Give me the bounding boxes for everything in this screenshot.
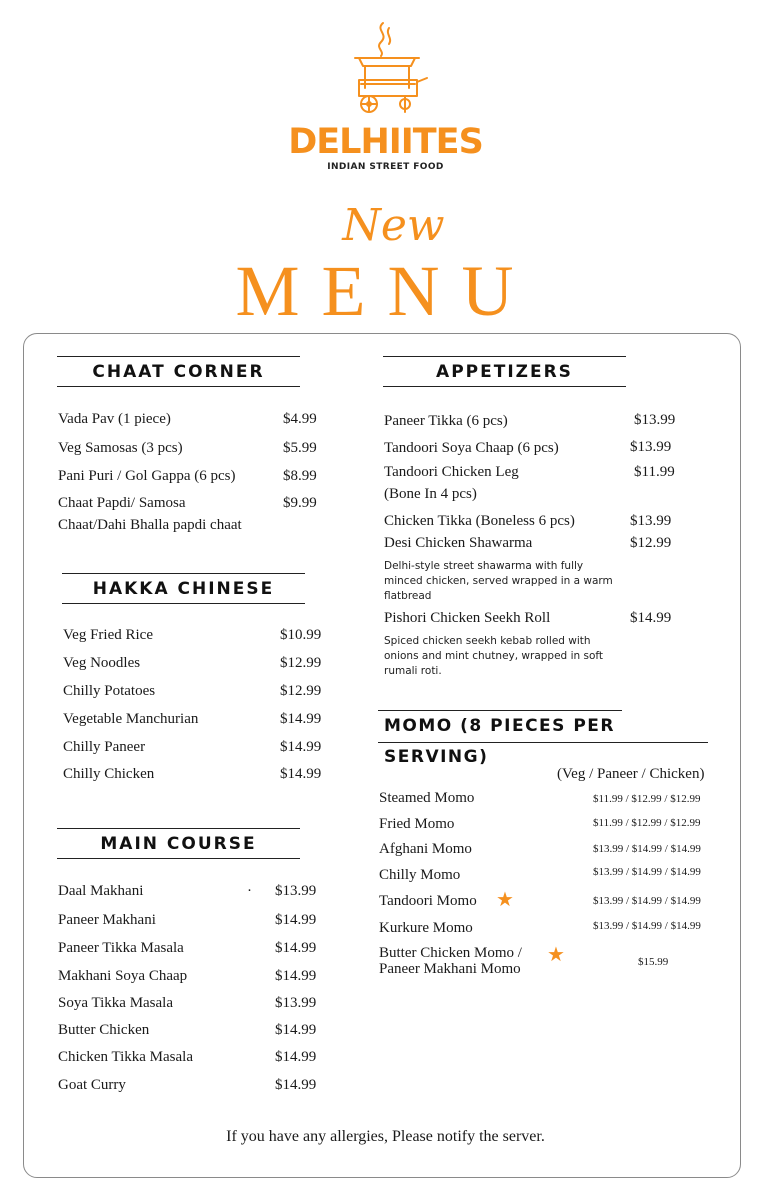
menu-item-name: Vada Pav (1 piece) [58, 411, 171, 427]
section-appetizers-header: APPETIZERS [383, 356, 626, 387]
menu-item-name: Butter Chicken [58, 1022, 150, 1038]
section-momo-header: MOMO (8 PIECES PER SERVING) [378, 710, 622, 740]
menu-item-price: $8.99 [283, 468, 317, 484]
menu-item-price: $14.99 [280, 711, 322, 727]
menu-item-price: $14.99 [630, 610, 672, 626]
menu-item-name-line2: Paneer Makhani Momo [379, 961, 521, 977]
section-hakka-header: HAKKA CHINESE [62, 573, 305, 604]
allergy-notice: If you have any allergies, Please notify the server. [226, 1128, 545, 1145]
menu-item-name: Chicken Tikka (Boneless 6 pcs) [384, 513, 575, 529]
menu-item-price: $12.99 [280, 683, 322, 699]
menu-item-price: $5.99 [283, 440, 317, 456]
menu-item-name: Paneer Makhani [58, 912, 156, 928]
menu-item-name: Chicken Tikka Masala [58, 1049, 193, 1065]
brand-tagline: INDIAN STREET FOOD [327, 162, 444, 172]
menu-item-price: $14.99 [275, 940, 317, 956]
menu-item-price: $14.99 [275, 1049, 317, 1065]
menu-item-name: Tandoori Chicken Leg [384, 464, 519, 480]
menu-item-price: $10.99 [280, 627, 322, 643]
menu-item-price: $11.99 [634, 464, 675, 480]
star-icon: ★ [496, 889, 514, 911]
menu-item-price: $13.99 [275, 883, 317, 899]
menu-item-price: $14.99 [275, 1022, 317, 1038]
menu-item-name: Chilly Paneer [63, 739, 146, 755]
momo-price-columns: (Veg / Paneer / Chicken) [557, 766, 705, 782]
menu-item-name: Daal Makhani [58, 883, 144, 899]
menu-item-description: Spiced chicken seekh kebab rolled with onions and mint chutney, wrapped in soft rumali roti. [384, 635, 603, 677]
menu-item-price: $4.99 [283, 411, 317, 427]
menu-title: MENU [235, 251, 536, 331]
menu-item-name: Paneer Tikka (6 pcs) [384, 413, 508, 429]
menu-item-name: Paneer Tikka Masala [58, 940, 184, 956]
menu-item-price: $14.99 [275, 968, 317, 984]
menu-item-name: Chilly Momo [379, 867, 461, 883]
menu-item-price: $13.99 / $14.99 / $14.99 [593, 866, 701, 878]
menu-item-name: Veg Fried Rice [63, 627, 153, 643]
section-momo-underline [378, 742, 708, 743]
menu-item-price: $12.99 [630, 535, 672, 551]
section-chaat-header: CHAAT CORNER [57, 356, 300, 387]
menu-item-name: Tandoori Soya Chaap (6 pcs) [384, 440, 559, 456]
menu-item-name: Chilly Potatoes [63, 683, 156, 699]
menu-item-name-line2: (Bone In 4 pcs) [384, 486, 477, 502]
brand-name: DELHIITES [288, 122, 483, 162]
menu-item-name: Desi Chicken Shawarma [384, 535, 533, 551]
menu-item-price: $13.99 [630, 439, 672, 455]
menu-item-price: $14.99 [275, 1077, 317, 1093]
menu-item-price: $11.99 / $12.99 / $12.99 [593, 817, 701, 829]
menu-item-price: $9.99 [283, 495, 317, 511]
menu-item-name: Vegetable Manchurian [63, 711, 199, 727]
menu-item-name: Veg Samosas (3 pcs) [58, 440, 183, 456]
menu-item-price: $11.99 / $12.99 / $12.99 [593, 793, 701, 805]
menu-item-name: Tandoori Momo [379, 893, 477, 909]
menu-item-price: $15.99 [638, 956, 669, 968]
menu-item-name: Goat Curry [58, 1077, 126, 1093]
menu-item-price: $14.99 [280, 766, 322, 782]
menu-item-name: Kurkure Momo [379, 920, 473, 936]
dot-separator: · [247, 883, 252, 899]
menu-item-name: Soya Tikka Masala [58, 995, 174, 1011]
menu-item-price: $13.99 / $14.99 / $14.99 [593, 895, 701, 907]
menu-item-name: Veg Noodles [63, 655, 141, 671]
menu-item-name: Chaat Papdi/ Samosa [58, 495, 186, 511]
menu-item-name: Pani Puri / Gol Gappa (6 pcs) [58, 468, 236, 484]
menu-item-name-line2: Chaat/Dahi Bhalla papdi chaat [58, 517, 242, 533]
menu-item-name: Pishori Chicken Seekh Roll [384, 610, 551, 626]
menu-item-price: $14.99 [280, 739, 322, 755]
menu-item-name: Butter Chicken Momo / [379, 945, 522, 961]
star-icon: ★ [547, 944, 565, 966]
menu-item-price: $13.99 [630, 513, 672, 529]
food-cart-logo-icon [345, 18, 430, 123]
menu-item-name: Makhani Soya Chaap [58, 968, 188, 984]
menu-item-price: $13.99 / $14.99 / $14.99 [593, 920, 701, 932]
menu-item-price: $13.99 [275, 995, 317, 1011]
menu-item-name: Chilly Chicken [63, 766, 155, 782]
menu-item-price: $13.99 [634, 412, 676, 428]
new-script-word: New [342, 200, 445, 251]
menu-item-price: $12.99 [280, 655, 322, 671]
menu-item-name: Steamed Momo [379, 790, 475, 806]
menu-item-name: Afghani Momo [379, 841, 472, 857]
menu-item-price: $13.99 / $14.99 / $14.99 [593, 843, 701, 855]
menu-item-description: Delhi-style street shawarma with fully minced chicken, served wrapped in a warm flatbread [384, 560, 613, 602]
menu-item-price: $14.99 [275, 912, 317, 928]
section-main-header: MAIN COURSE [57, 828, 300, 859]
menu-item-name: Fried Momo [379, 816, 455, 832]
